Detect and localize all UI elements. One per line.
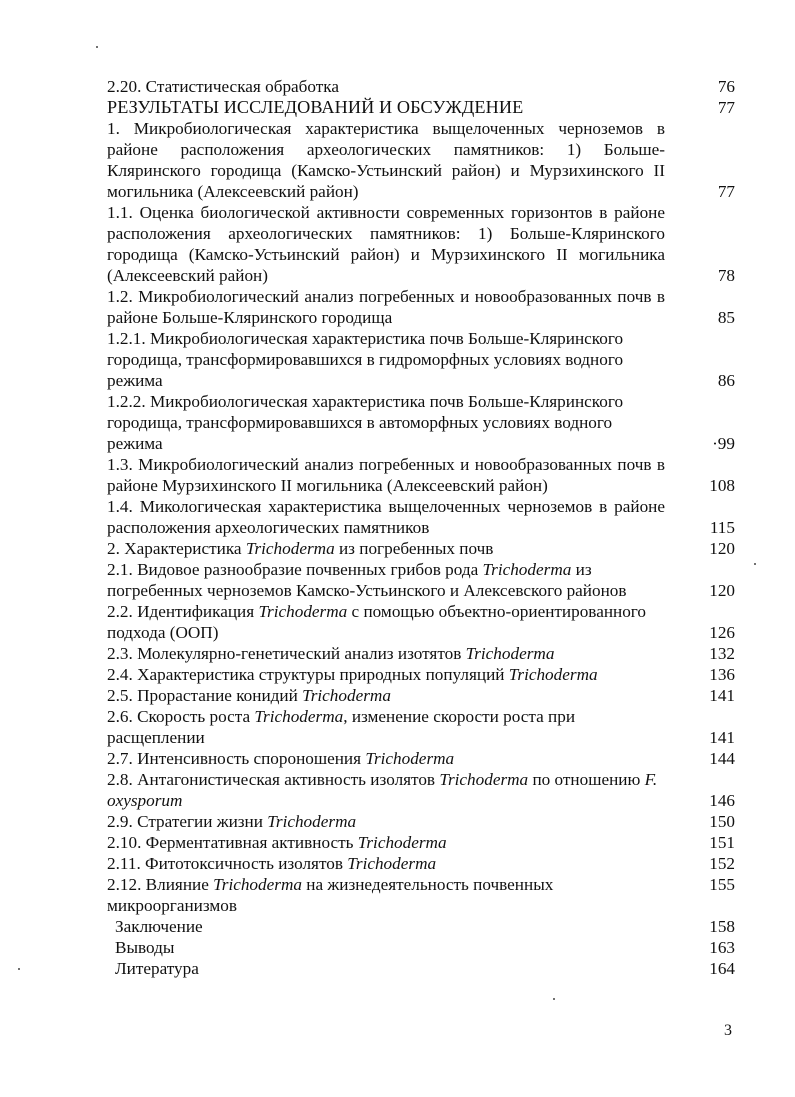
toc-entry-title: 1.1. Оценка биологической активности современных горизонтов в районе расположения археологических памятников: 1) Больше-Кляринского городища (Камско-Устьинский район) и Мурзихинского II могильника (Алексеевский район)	[107, 203, 665, 285]
toc-entry-page: 77	[717, 182, 735, 201]
toc-entry-title: Выводы	[115, 938, 175, 957]
toc-entry	[107, 853, 735, 874]
toc-entry-title: 1.4. Микологическая характеристика выщелоченных черноземов в районе расположения археологических памятников	[107, 497, 665, 537]
toc-entry	[107, 559, 735, 601]
toc-entry	[107, 706, 735, 748]
toc-entry-title: Литература	[115, 959, 199, 978]
scan-speck	[754, 563, 756, 565]
scan-speck	[18, 968, 20, 970]
toc-entry	[107, 832, 735, 853]
toc-entry-title: 1.2.1. Микробиологическая характеристика почв Больше-Кляринского городища, трансформировавшихся в гидроморфных условиях водного режима	[107, 329, 624, 390]
toc-entry-page: 120	[709, 539, 735, 558]
toc-entry-title: 2.9. Стратегии жизни Trichoderma	[107, 812, 357, 831]
toc-entry	[107, 391, 735, 454]
toc-entry-page: 141	[709, 686, 735, 705]
toc-entry-page: 164	[709, 959, 735, 978]
toc-entry-title: 2.12. Влияние Trichoderma на жизнедеятельность почвенных микроорганизмов	[107, 875, 554, 915]
toc-entry	[107, 454, 735, 496]
toc-entry	[107, 748, 735, 769]
toc-entry-page: 136	[709, 665, 735, 684]
toc-entry	[107, 769, 735, 811]
toc-entry-page: 144	[709, 749, 735, 768]
scan-speck	[96, 46, 98, 48]
toc-entry	[107, 76, 735, 97]
toc-entry	[107, 958, 735, 979]
toc-entry-title: 1.2. Микробиологический анализ погребенных и новообразованных почв в районе Больше-Кляринского городища	[107, 287, 665, 327]
toc-entry-page: 85	[717, 308, 735, 327]
toc-entry-title: 2.8. Антагонистическая активность изолятов Trichoderma по отношению F. oxysporum	[107, 770, 658, 810]
toc-entry	[107, 811, 735, 832]
toc-entry-title: 2.6. Скорость роста Trichoderma, изменение скорости роста при расщеплении	[107, 707, 576, 747]
table-of-contents	[107, 76, 735, 979]
toc-entry-page: 132	[709, 644, 735, 663]
toc-entry	[107, 328, 735, 391]
toc-section-heading	[107, 97, 735, 118]
toc-entry-title: РЕЗУЛЬТАТЫ ИССЛЕДОВАНИЙ И ОБСУЖДЕНИЕ	[107, 97, 524, 117]
toc-entry-title: Заключение	[115, 917, 203, 936]
toc-entry-title: 2. Характеристика Trichoderma из погребенных почв	[107, 539, 494, 558]
toc-entry-page: 115	[709, 518, 735, 537]
toc-entry-page: 76	[717, 77, 735, 96]
toc-entry-page: 146	[709, 791, 735, 810]
toc-entry	[107, 916, 735, 937]
toc-entry-title: 2.20. Статистическая обработка	[107, 77, 340, 96]
toc-entry-page: 126	[709, 623, 735, 642]
page-number: 3	[724, 1022, 732, 1039]
toc-entry-title: 2.10. Ферментативная активность Trichoderma	[107, 833, 447, 852]
toc-entry-page: 78	[717, 266, 735, 285]
toc-entry-page: 141	[709, 728, 735, 747]
toc-entry-page: 120	[709, 581, 735, 600]
toc-entry-page: 155	[709, 875, 735, 894]
toc-entry-page: 77	[717, 98, 735, 117]
toc-entry	[107, 685, 735, 706]
toc-entry	[107, 538, 735, 559]
toc-entry	[107, 496, 735, 538]
toc-entry-title: 1. Микробиологическая характеристика выщелоченных черноземов в районе расположения археологических памятников: 1) Больше-Кляринского городища (Камско-Устьинский район) и Мурзихинского II могильника (Алексеевский район)	[107, 119, 665, 201]
toc-entry-page: 152	[709, 854, 735, 873]
toc-entry-title: 2.5. Прорастание конидий Trichoderma	[107, 686, 391, 705]
toc-entry-title: 2.1. Видовое разнообразие почвенных грибов рода Trichoderma из погребенных черноземов Камско-Устьинского и Алексевского районов	[107, 560, 627, 600]
toc-entry	[107, 643, 735, 664]
toc-entry-page: 150	[709, 812, 735, 831]
toc-entry	[107, 202, 735, 286]
toc-entry	[107, 118, 735, 202]
toc-entry	[107, 874, 735, 916]
toc-entry-page: 108	[709, 476, 735, 495]
toc-entry-page: 163	[709, 938, 735, 957]
toc-entry-title: 1.2.2. Микробиологическая характеристика почв Больше-Кляринского городища, трансформировавшихся в автоморфных условиях водного режима	[107, 392, 624, 453]
toc-entry-title: 1.3. Микробиологический анализ погребенных и новообразованных почв в районе Мурзихинского II могильника (Алексеевский район)	[107, 455, 665, 495]
toc-entry	[107, 601, 735, 643]
toc-entry-title: 2.11. Фитотоксичность изолятов Trichoderma	[107, 854, 437, 873]
toc-entry	[107, 664, 735, 685]
scan-speck	[553, 998, 555, 1000]
toc-entry	[107, 286, 735, 328]
toc-entry-title: 2.2. Идентификация Trichoderma с помощью объектно-ориентированного подхода (ООП)	[107, 602, 647, 642]
toc-entry-page: 86	[717, 371, 735, 390]
toc-entry	[107, 937, 735, 958]
toc-entry-page: 151	[709, 833, 735, 852]
toc-entry-title: 2.4. Характеристика структуры природных популяций Trichoderma	[107, 665, 598, 684]
toc-entry-page: 158	[709, 917, 735, 936]
toc-entry-title: 2.3. Молекулярно-генетический анализ изотятов Trichoderma	[107, 644, 555, 663]
toc-entry-page: ·99	[712, 434, 735, 453]
toc-entry-title: 2.7. Интенсивность спороношения Trichoderma	[107, 749, 455, 768]
